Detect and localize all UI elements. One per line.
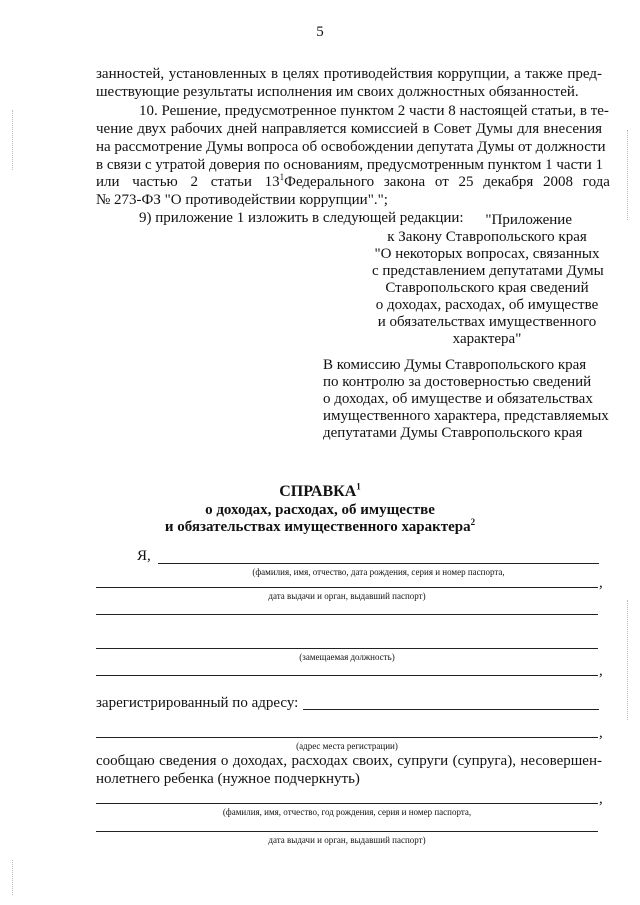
body-line-7-end: Федерального закона от 25 декабря 2008 года [284,174,610,190]
scan-mark-left-2 [12,860,14,895]
comma-3: , [599,725,603,741]
body-line-7 [96,172,610,190]
body-line-6: в связи с утратой доверия по основаниям, предусмотренным пунктом 1 части 1 [96,157,604,173]
ya-label: Я, [137,548,151,564]
report-line-1: сообщаю сведения о доходах, расходах своих, супруги (супруга), несовершен- [96,753,602,769]
body-line-4: чение двух рабочих дней направляется комиссией в Совет Думы для внесения [96,121,602,137]
hint-passport: дата выдачи и орган, выдавший паспорт) [268,591,426,601]
body-line-2: шествующие результаты исполнения им своих должностных обязанностей. [96,84,579,100]
fio-field-2[interactable] [96,587,598,588]
address-field-2[interactable] [96,737,598,738]
hint-fio-child: (фамилия, имя, отчество, год рождения, серия и номер паспорта, [222,807,472,817]
appendix-line-4: с представлением депутатами Думы [372,263,604,279]
family-fio-field[interactable] [96,803,598,804]
comma-1: , [599,575,603,591]
addressee-line-1: В комиссию Думы Ставропольского края [323,357,587,373]
addressee-line-2: по контролю за достоверностью сведений [323,374,592,390]
fio-field[interactable] [158,563,599,564]
document-title [0,483,640,501]
passport-field[interactable] [96,614,598,615]
scan-mark-right-2 [627,600,629,720]
comma-4: , [599,791,603,807]
position-field[interactable] [96,648,598,649]
body-line-8: № 273-ФЗ "О противодействии коррупции"."; [96,192,388,208]
subtitle-2-text: и обязательствах имущественного характера [164,519,471,535]
addressee-line-4: имущественного характера, представляемых [323,408,609,424]
appendix-line-1: "Приложение [485,212,572,228]
hint-address: (адрес места регистрации) [296,741,398,751]
page-number: 5 [316,24,324,40]
addressee-line-3: о доходах, об имуществе и обязательствах [323,391,593,407]
appendix-line-2: к Закону Ставропольского края [387,229,587,245]
comma-2: , [599,663,603,679]
hint-passport-2: дата выдачи и орган, выдавший паспорт) [268,835,426,845]
title-footnote: 1 [356,481,361,492]
body-line-5: на рассмотрение Думы вопроса об освобождении депутата Думы от должности [96,139,606,155]
family-passport-field[interactable] [96,831,598,832]
position-field-2[interactable] [96,675,598,676]
footnote-13-1: 1 [279,172,285,182]
appendix-header [372,212,602,348]
address-field[interactable] [303,709,599,710]
hint-fio: (фамилия, имя, отчество, дата рождения, серия и номер паспорта, [252,567,505,577]
addressee-block [323,357,609,442]
subtitle-2 [0,519,640,536]
scan-mark-left-1 [12,110,14,170]
subtitle-1: о доходах, расходах, об имуществе [205,502,435,518]
scan-mark-right-1 [627,130,629,220]
registered-label: зарегистрированный по адресу: [96,695,299,711]
addressee-line-5: депутатами Думы Ставропольского края [323,425,583,441]
title-text: СПРАВКА [279,483,357,500]
body-line-7-start: или частью 2 статьи 13 [96,174,280,190]
report-line-2: нолетнего ребенка (нужное подчеркнуть) [96,771,360,787]
body-line-9: 9) приложение 1 изложить в следующей редакции: [139,210,464,226]
body-line-1: занностей, установленных в целях противодействия коррупции, а также пред- [96,66,602,82]
appendix-line-7: и обязательствах имущественного [377,314,597,330]
body-line-3: 10. Решение, предусмотренное пунктом 2 части 8 настоящей статьи, в те- [139,103,609,119]
appendix-line-3: "О некоторых вопросах, связанных [374,246,600,262]
subtitle-footnote: 2 [470,517,476,527]
appendix-line-8: характера" [452,331,522,347]
appendix-line-6: о доходах, расходах, об имуществе [375,297,599,313]
hint-position: (замещаемая должность) [299,652,395,662]
appendix-line-5: Ставропольского края сведений [385,280,589,296]
